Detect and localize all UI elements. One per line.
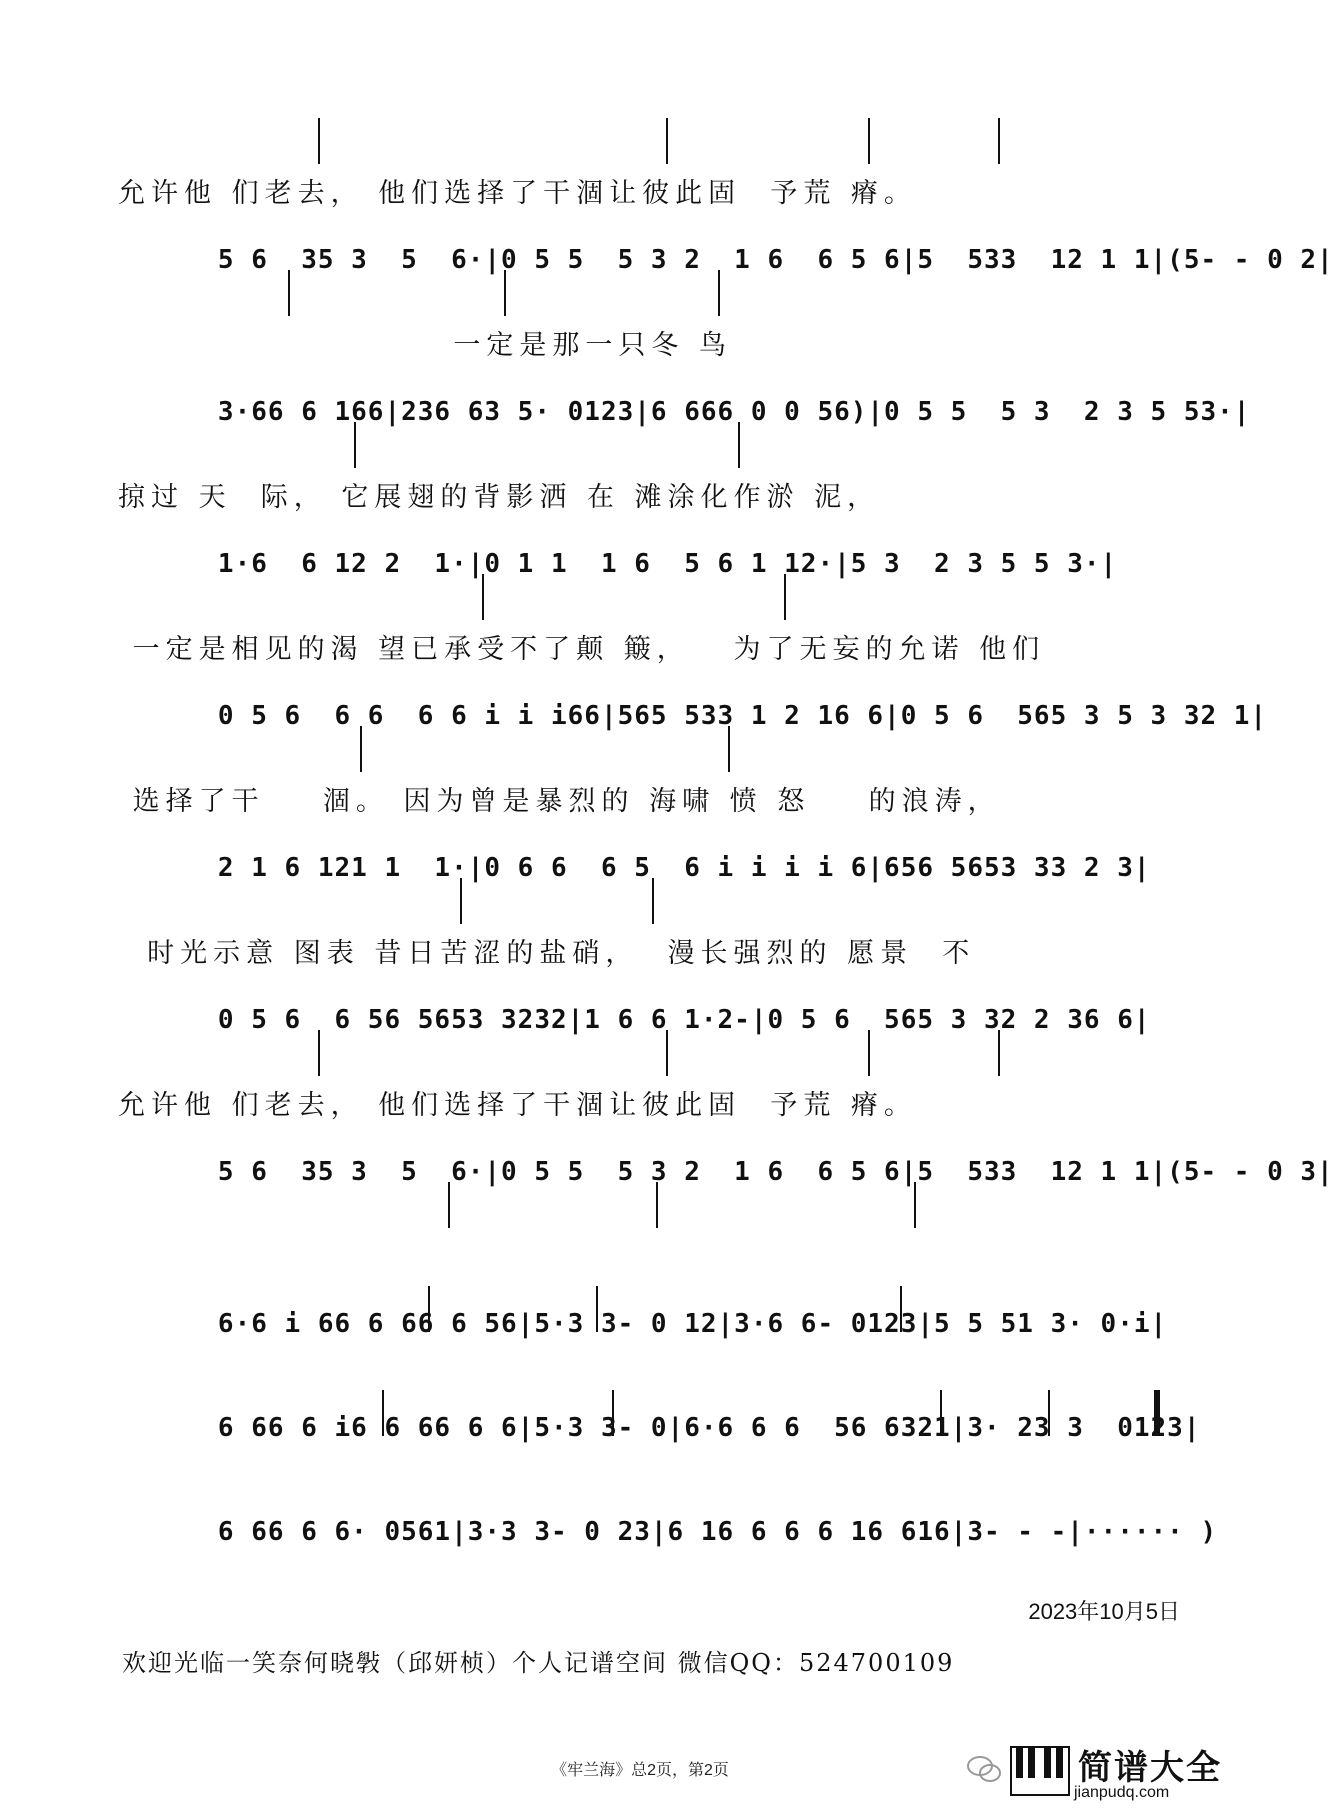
notation-line: 6·6 i 66 6 66 6 56|5·3 3- 0 12|3·6 6- 0123|5 5 51 3· 0·i| — [118, 1174, 1166, 1234]
score-system-4 — [118, 566, 1268, 731]
lyric-line: 掠过 天 际， 它展翅的背影洒 在 滩涂化作淤 泥， — [118, 482, 881, 513]
lyric-line: 选择了干 涸。 因为曾是暴烈的 海啸 愤 怒 的浪涛， — [118, 786, 1001, 817]
notation-line: 6 66 6 6· 0561|3·3 3- 0 23|6 16 6 6 6 16 616|3- - -|······ ) — [118, 1382, 1166, 1442]
lyric-line: 一定是那一只冬 鸟 — [118, 330, 732, 361]
notation-line: 5 6 35 3 5 6·|0 5 5 5 3 2 1 6 6 5 6|5 533 12 1 1|(5- - 0 3| — [118, 1022, 1166, 1082]
score-system-2 — [118, 262, 1251, 427]
notation-line: 3·66 6 166|236 63 5· 0123|6 666 0 0 56)|0 5 5 5 3 2 3 5 53·| — [118, 262, 1166, 322]
lyric-line: 时光示意 图表 昔日苦涩的盐硝， 漫长强烈的 愿景 不 — [118, 938, 976, 969]
score-system-3 — [118, 414, 1166, 579]
lyric-line: 允许他 们老去， 他们选择了干涸让彼此固 予荒 瘠。 — [118, 1090, 917, 1121]
score-system-7 — [118, 1022, 1334, 1187]
notation-line: 0 5 6 6 6 6 6 i i i66|565 533 1 2 16 6|0 5 6 565 3 5 3 32 1| — [118, 566, 1166, 626]
lyric-line: 允许他 们老去， 他们选择了干涸让彼此固 予荒 瘠。 — [118, 178, 917, 209]
notation-line: 2 1 6 121 1 1·|0 6 6 6 5 6 i i i i 6|656 5653 33 2 3| — [118, 718, 1166, 778]
score-system-6 — [118, 870, 1166, 1035]
logo-url: jianpudq.com — [1074, 1784, 1170, 1801]
page-footer: 《牢兰海》总2页，第2页 — [551, 1762, 729, 1779]
date-label: 2023年10月5日 — [1028, 1599, 1180, 1624]
welcome-text: 欢迎光临一笑奈何晓斅（邱妍桢）个人记谱空间 微信QQ：524700109 — [122, 1649, 955, 1677]
lyric-line: 一定是相见的渴 望已承受不了颠 簸， 为了无妄的允诺 他们 — [118, 634, 1046, 665]
site-logo — [966, 1740, 1266, 1802]
score-system-1 — [118, 110, 1334, 275]
notation-line: 1·6 6 12 2 1·|0 1 1 1 6 5 6 1 12·|5 3 2 3 5 5 3·| — [118, 414, 1166, 474]
notation-line: 5 6 35 3 5 6·|0 5 5 5 3 2 1 6 6 5 6|5 533 12 1 1|(5- - 0 2| — [118, 110, 1166, 170]
piano-icon — [1010, 1746, 1070, 1796]
logo-title: 简谱大全 — [1078, 1748, 1222, 1788]
wechat-icon — [966, 1754, 1002, 1784]
notation-line: 6 66 6 i6 6 66 6 6|5·3 3- 0|6·6 6 6 56 6321|3· 23 3 0123| — [118, 1278, 1166, 1338]
notation-line: 0 5 6 6 56 5653 3232|1 6 6 1·2-|0 5 6 565 3 32 2 36 6| — [118, 870, 1166, 930]
score-system-5 — [118, 718, 1166, 883]
